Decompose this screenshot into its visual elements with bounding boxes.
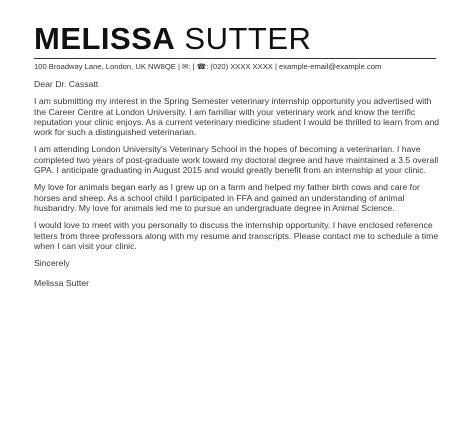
paragraph-closing: I would love to meet with you personally to discuss the internship opportunity. I have enclosed reference letters from three professors along with my resume and transcripts. Please contact me to schedule a time when I can visit your clinic. bbox=[34, 220, 439, 251]
first-name: MELISSA bbox=[34, 21, 176, 56]
salutation: Dear Dr. Cassatt bbox=[34, 79, 99, 89]
paragraph-intro: I am submitting my interest in the Spring Semester veterinary internship opportunity you advertised with the Career Centre at London University. I am familiar with your veterinary work and know the terrific reputation your clinic enjoys. As a current veterinary medicine student I would be thrilled to learn from and work for such a distinguished veterinarian. bbox=[34, 96, 440, 138]
paragraph-background: My love for animals began early as I grew up on a farm and helped my father birth cows and care for horses and sheep. As a school child I participated in FFA and gained an understanding of animal husbandry. My love for animals led me to pursue an undergraduate degree in Animal Science. bbox=[34, 182, 420, 213]
paragraph-education: I am attending London University's Veterinary School in the hopes of becoming a veterinarian. I have completed two years of post-graduate work toward my doctoral degree and have maintained a 3.5 overall GPA. I anticipate graduating in August 2015 and would greatly benefit from an internship at your clinic. bbox=[34, 144, 439, 176]
signature-name: Melissa Sutter bbox=[34, 278, 90, 289]
letter-body bbox=[34, 79, 444, 289]
letterhead-name bbox=[34, 22, 444, 56]
last-name: SUTTER bbox=[184, 21, 312, 56]
contact-line: 100 Broadway Lane, London, UK NW8QE | ✉: | ☎: (020) XXXX XXXX | example-email@example.com bbox=[34, 62, 382, 71]
closing: Sincerely bbox=[34, 258, 70, 269]
header-divider bbox=[34, 58, 436, 59]
